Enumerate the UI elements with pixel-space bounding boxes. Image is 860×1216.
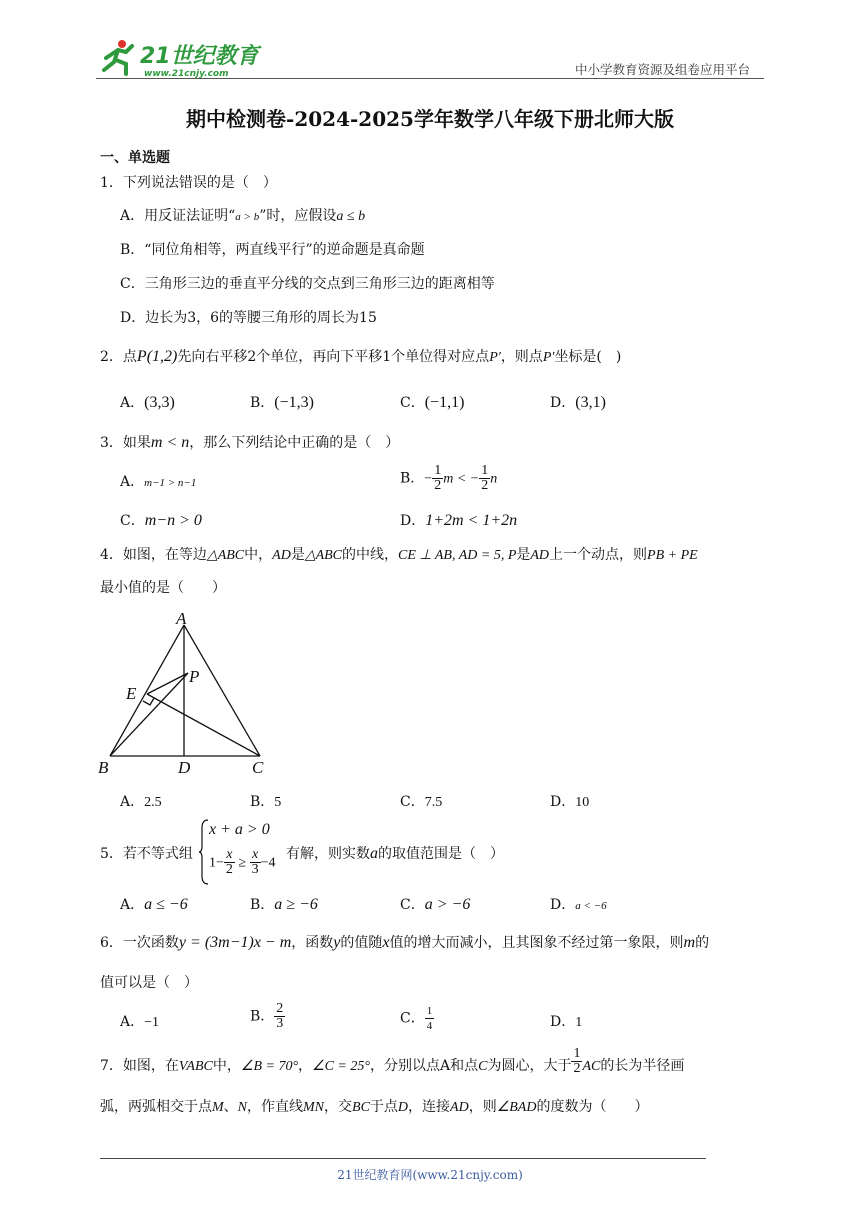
question-4-stem-line2: 最小值的是（ ） <box>100 580 226 596</box>
segment-pb <box>110 673 188 756</box>
point-d-label: D <box>178 758 191 777</box>
system-line-1: x + a > 0 <box>209 821 270 838</box>
question-6-stem: 6．一次函数y = (3m−1)x − m，函数y的值随x值的增大而减小，且其图象不经过第一象限，则m的 <box>100 934 710 951</box>
question-1-option-d: D．边长为3，6的等腰三角形的周长为15 <box>120 310 377 326</box>
side-ac <box>184 625 260 756</box>
question-6-option-b: B． $\frac{2}{3}$ <box>250 1001 284 1031</box>
logo <box>96 36 266 80</box>
footer-divider <box>100 1158 706 1159</box>
question-7-stem: 7．如图，在VABC中，∠B = 70°，∠C = 25°，分别以点A和点C为圆心，大于 $\frac{1}{2}$ AC的长为半径画 <box>100 1045 685 1076</box>
runner-icon <box>104 40 132 74</box>
question-3-option-c: C．m−n > 0 <box>120 512 202 529</box>
point-e-label: E <box>126 684 137 703</box>
question-1-option-c: C．三角形三边的垂直平分线的交点到三角形三边的距离相等 <box>120 276 495 292</box>
question-2-option-d: D．(3,1) <box>550 394 606 411</box>
right-angle-mark <box>143 698 154 705</box>
vertex-c-label: C <box>252 758 264 777</box>
question-6-option-d: D．1 <box>550 1014 583 1030</box>
question-6-option-a: A．−1 <box>120 1014 160 1030</box>
point-p-label: P <box>189 667 200 686</box>
question-3-option-a: A．m−1 > n−1 <box>120 474 197 490</box>
segment-pe <box>147 673 188 694</box>
question-3-option-d: D．1+2m < 1+2n <box>400 512 518 529</box>
question-1-option-b: B．“同位角相等，两直线平行”的逆命题是真命题 <box>120 242 425 258</box>
page-title: 期中检测卷-2024-2025学年数学八年级下册北师大版 <box>186 107 674 131</box>
section-heading: 一、单选题 <box>100 150 170 166</box>
question-2-stem: 2．点P(1,2)先向右平移2个单位，再向下平移1个单位得对应点P′，则点P′坐标是( ) <box>100 348 622 365</box>
question-2-option-c: C．(−1,1) <box>400 394 465 411</box>
question-4-option-c: C．7.5 <box>400 794 443 810</box>
question-2-option-b: B．(−1,3) <box>250 394 314 411</box>
segment-ce <box>147 694 260 756</box>
logo-text: 21世纪教育 <box>140 44 259 69</box>
question-5-stem: 有解，则实数a的取值范围是（ ） <box>286 845 504 862</box>
question-5-option-c: C．a > −6 <box>400 896 471 913</box>
question-4-option-a: A．2.5 <box>120 794 162 810</box>
system-line-2: 1− $\frac{x}{2}$ ≥ $\frac{x}{3}$ −4 <box>209 847 276 877</box>
vertex-a-label: A <box>176 610 187 628</box>
header-platform-text: 中小学教育资源及组卷应用平台 <box>575 62 751 77</box>
question-1-stem: 1．下列说法错误的是（ ） <box>100 175 277 191</box>
question-3-option-b: B．− $\frac{1}{2}$ m < − $\frac{1}{2}$ n <box>400 463 498 493</box>
footer-text[interactable]: 21世纪教育网(www.21cnjy.com) <box>337 1168 523 1182</box>
question-4-option-b: B．5 <box>250 794 282 810</box>
question-5-label: 5．若不等式组 <box>100 846 193 862</box>
side-ab <box>110 625 184 756</box>
question-7-stem-line2: 弧，两弧相交于点M、N，作直线MN，交BC于点D，连接AD，则∠BAD的度数为（ ） <box>100 1099 649 1115</box>
triangle-figure <box>96 610 276 780</box>
question-2-option-a: A．(3,3) <box>120 394 175 411</box>
question-3-stem: 3．如果m < n，那么下列结论中正确的是（ ） <box>100 434 400 451</box>
question-5-option-b: B．a ≥ −6 <box>250 896 318 913</box>
logo-url: www.21cnjy.com <box>144 69 229 79</box>
question-1-option-a: A．用反证法证明“a > b”时，应假设a ≤ b <box>120 208 366 224</box>
vertex-b-label: B <box>98 758 109 777</box>
header-divider <box>96 78 764 79</box>
question-6-option-c: C． $\frac{1}{4}$ <box>400 1005 433 1032</box>
question-5-option-d: D．a < −6 <box>550 897 607 913</box>
question-5-option-a: A．a ≤ −6 <box>120 896 188 913</box>
question-6-stem-line2: 值可以是（ ） <box>100 975 198 991</box>
question-4-stem: 4．如图，在等边△ABC中，AD是△ABC的中线，CE ⊥ AB, AD = 5, P是AD上一个动点，则PB + PE <box>100 547 698 563</box>
question-4-option-d: D．10 <box>550 794 590 810</box>
